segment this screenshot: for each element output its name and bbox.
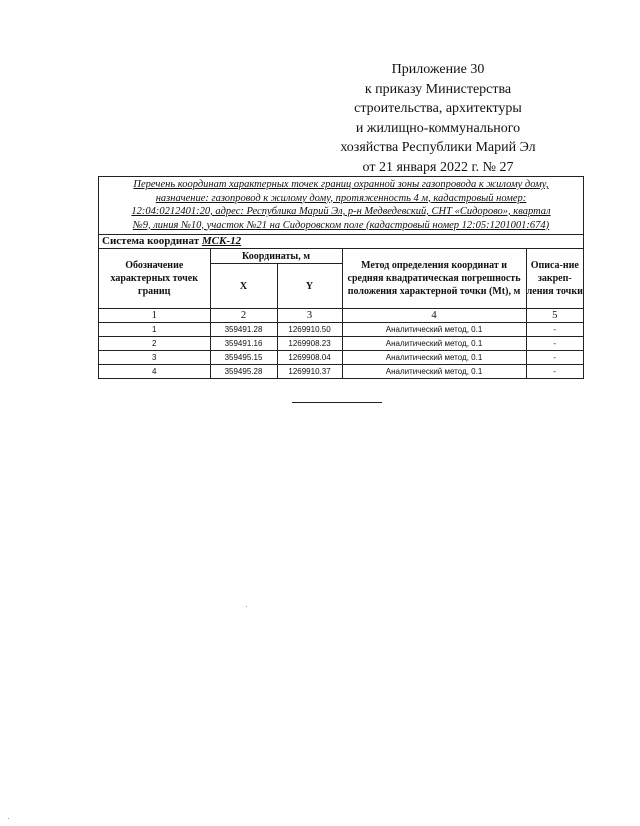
cell-y: 1269908.04: [277, 351, 342, 365]
cell-x: 359491.28: [210, 323, 277, 337]
caption-line: 12:04:0212401:20, адрес: Республика Марий Эл, р-н Медведевский, СНТ «Сидорово», квартал: [131, 206, 551, 217]
appendix-block: [338, 60, 538, 177]
cell-y: 1269910.37: [277, 365, 342, 379]
appendix-line: от 21 января 2022 г. № 27: [362, 159, 514, 175]
table-header-row: [99, 249, 583, 264]
cell-point: 4: [99, 365, 210, 379]
header-point: Обозначение характерных точек границ: [99, 249, 210, 309]
cell-description: -: [526, 351, 583, 365]
column-number: 3: [277, 309, 342, 323]
coordinate-system-name: МСК-12: [201, 235, 242, 247]
coordinate-system-row: [99, 235, 583, 249]
end-divider-line: [292, 402, 382, 403]
header-description: Описа-ние закреп-ления точки: [526, 249, 583, 309]
scan-speck: [8, 818, 9, 819]
cell-point: 3: [99, 351, 210, 365]
cell-x: 359495.28: [210, 365, 277, 379]
cell-method: Аналитический метод, 0.1: [342, 365, 526, 379]
column-number: 4: [342, 309, 526, 323]
table-row: [99, 351, 583, 365]
coordinates-table: [99, 249, 583, 378]
header-x: X: [210, 264, 277, 309]
scan-speck: [246, 606, 247, 607]
cell-x: 359495.15: [210, 351, 277, 365]
cell-method: Аналитический метод, 0.1: [342, 351, 526, 365]
caption-line: назначение: газопровод к жилому дому, протяженность 4 м, кадастровый номер:: [155, 192, 527, 204]
cell-y: 1269910.50: [277, 323, 342, 337]
cell-point: 1: [99, 323, 210, 337]
appendix-line: Приложение 30: [391, 62, 485, 77]
cell-method: Аналитический метод, 0.1: [342, 323, 526, 337]
cell-y: 1269908.23: [277, 337, 342, 351]
cell-point: 2: [99, 337, 210, 351]
table-row: [99, 323, 583, 337]
coordinates-document-frame: [98, 176, 584, 379]
appendix-line: и жилищно-коммунального: [355, 120, 521, 136]
table-row: [99, 337, 583, 351]
table-caption: [99, 177, 583, 235]
column-number: 5: [526, 309, 583, 323]
column-number-row: [99, 309, 583, 323]
cell-x: 359491.16: [210, 337, 277, 351]
appendix-line: строительства, архитектуры: [354, 101, 522, 116]
cell-description: -: [526, 323, 583, 337]
header-coordinates: Координаты, м: [210, 249, 342, 264]
cell-description: -: [526, 365, 583, 379]
table-row: [99, 365, 583, 379]
caption-line: №9, линия №10, участок №21 на Сидоровском поле (кадастровый номер 12:05:1201001:674): [132, 219, 550, 231]
cell-description: -: [526, 337, 583, 351]
appendix-line: к приказу Министерства: [364, 81, 512, 97]
header-y: Y: [277, 264, 342, 309]
coordinate-system-label: Система координат: [102, 235, 200, 247]
column-number: 1: [99, 309, 210, 323]
cell-method: Аналитический метод, 0.1: [342, 337, 526, 351]
header-method: Метод определения координат и средняя квадратическая погрешность положения характерной точки (Mt), м: [342, 249, 526, 309]
caption-line: Перечень координат характерных точек границ охранной зоны газопровода к жилому дому,: [133, 179, 549, 190]
column-number: 2: [210, 309, 277, 323]
appendix-line: хозяйства Республики Марий Эл: [340, 140, 536, 155]
